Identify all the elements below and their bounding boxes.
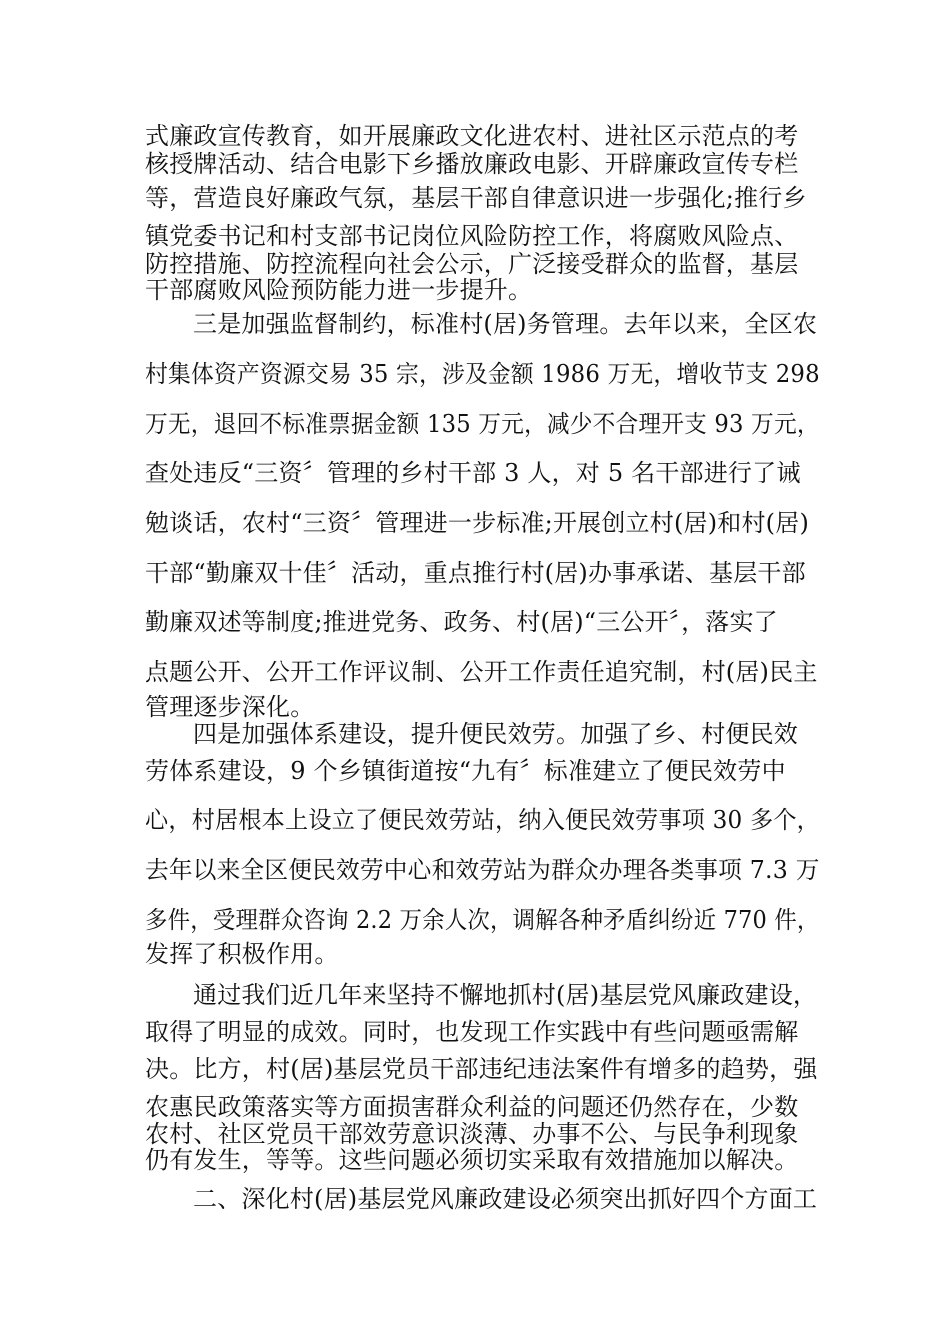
text-line: 式廉政宣传教育，如开展廉政文化进农村、进社区示范点的考 [145, 122, 799, 150]
text-line: 劳体系建设，9 个乡镇街道按“九有〞标准建立了便民效劳中 [145, 757, 786, 785]
text-line: 村集体资产资源交易 35 宗，涉及金额 1986 万无，增收节支 298 [145, 360, 820, 388]
text-line: 通过我们近几年来坚持不懈地抓村(居)基层党风廉政建设， [193, 981, 818, 1009]
text-line: 等，营造良好廉政气氛，基层干部自律意识进一步强化;推行乡 [145, 184, 807, 212]
text-line: 勉谈话，农村“三资〞管理进一步标准;开展创立村(居)和村(居) [145, 509, 810, 537]
text-line: 去年以来全区便民效劳中心和效劳站为群众办理各类事项 7.3 万 [145, 856, 820, 884]
text-line: 防控措施、防控流程向社会公示，广泛接受群众的监督，基层 [145, 250, 799, 278]
text-line: 取得了明显的成效。同时，也发现工作实践中有些问题亟需解 [145, 1018, 799, 1046]
text-line: 查处违反“三资〞管理的乡村干部 3 人，对 5 名干部进行了诫 [145, 459, 801, 487]
text-line: 干部“勤廉双十佳〞活动，重点推行村(居)办事承诺、基层干部 [145, 559, 806, 587]
text-line: 三是加强监督制约，标准村(居)务管理。去年以来，全区农 [193, 310, 818, 338]
text-line: 农惠民政策落实等方面损害群众利益的问题还仍然存在，少数 [145, 1093, 799, 1121]
text-line: 勤廉双述等制度;推进党务、政务、村(居)“三公开〞，落实了 [145, 608, 778, 636]
text-line: 农村、社区党员干部效劳意识淡薄、办事不公、与民争利现象 [145, 1120, 799, 1148]
text-line: 干部腐败风险预防能力进一步提升。 [145, 276, 533, 304]
text-line: 万无，退回不标准票据金额 135 万元，减少不合理开支 93 万元， [145, 410, 820, 438]
text-line: 发挥了积极作用。 [145, 940, 339, 968]
text-line: 四是加强体系建设，提升便民效劳。加强了乡、村便民效 [193, 720, 798, 748]
text-line: 决。比方，村(居)基层党员干部违纪违法案件有增多的趋势，强 [145, 1055, 818, 1083]
text-line: 管理逐步深化。 [145, 693, 315, 721]
text-line: 核授牌活动、结合电影下乡播放廉政电影、开辟廉政宣传专栏 [145, 150, 799, 178]
text-line: 多件，受理群众咨询 2.2 万余人次，调解各种矛盾纠纷近 770 件， [145, 906, 820, 934]
text-line: 镇党委书记和村支部书记岗位风险防控工作，将腐败风险点、 [145, 222, 799, 250]
text-line: 二、深化村(居)基层党风廉政建设必须突出抓好四个方面工 [193, 1185, 818, 1213]
text-line: 仍有发生，等等。这些问题必须切实采取有效措施加以解决。 [145, 1146, 799, 1174]
text-line: 心，村居根本上设立了便民效劳站，纳入便民效劳事项 30 多个， [145, 806, 821, 834]
text-line: 点题公开、公开工作评议制、公开工作责任追究制，村(居)民主 [145, 658, 818, 686]
